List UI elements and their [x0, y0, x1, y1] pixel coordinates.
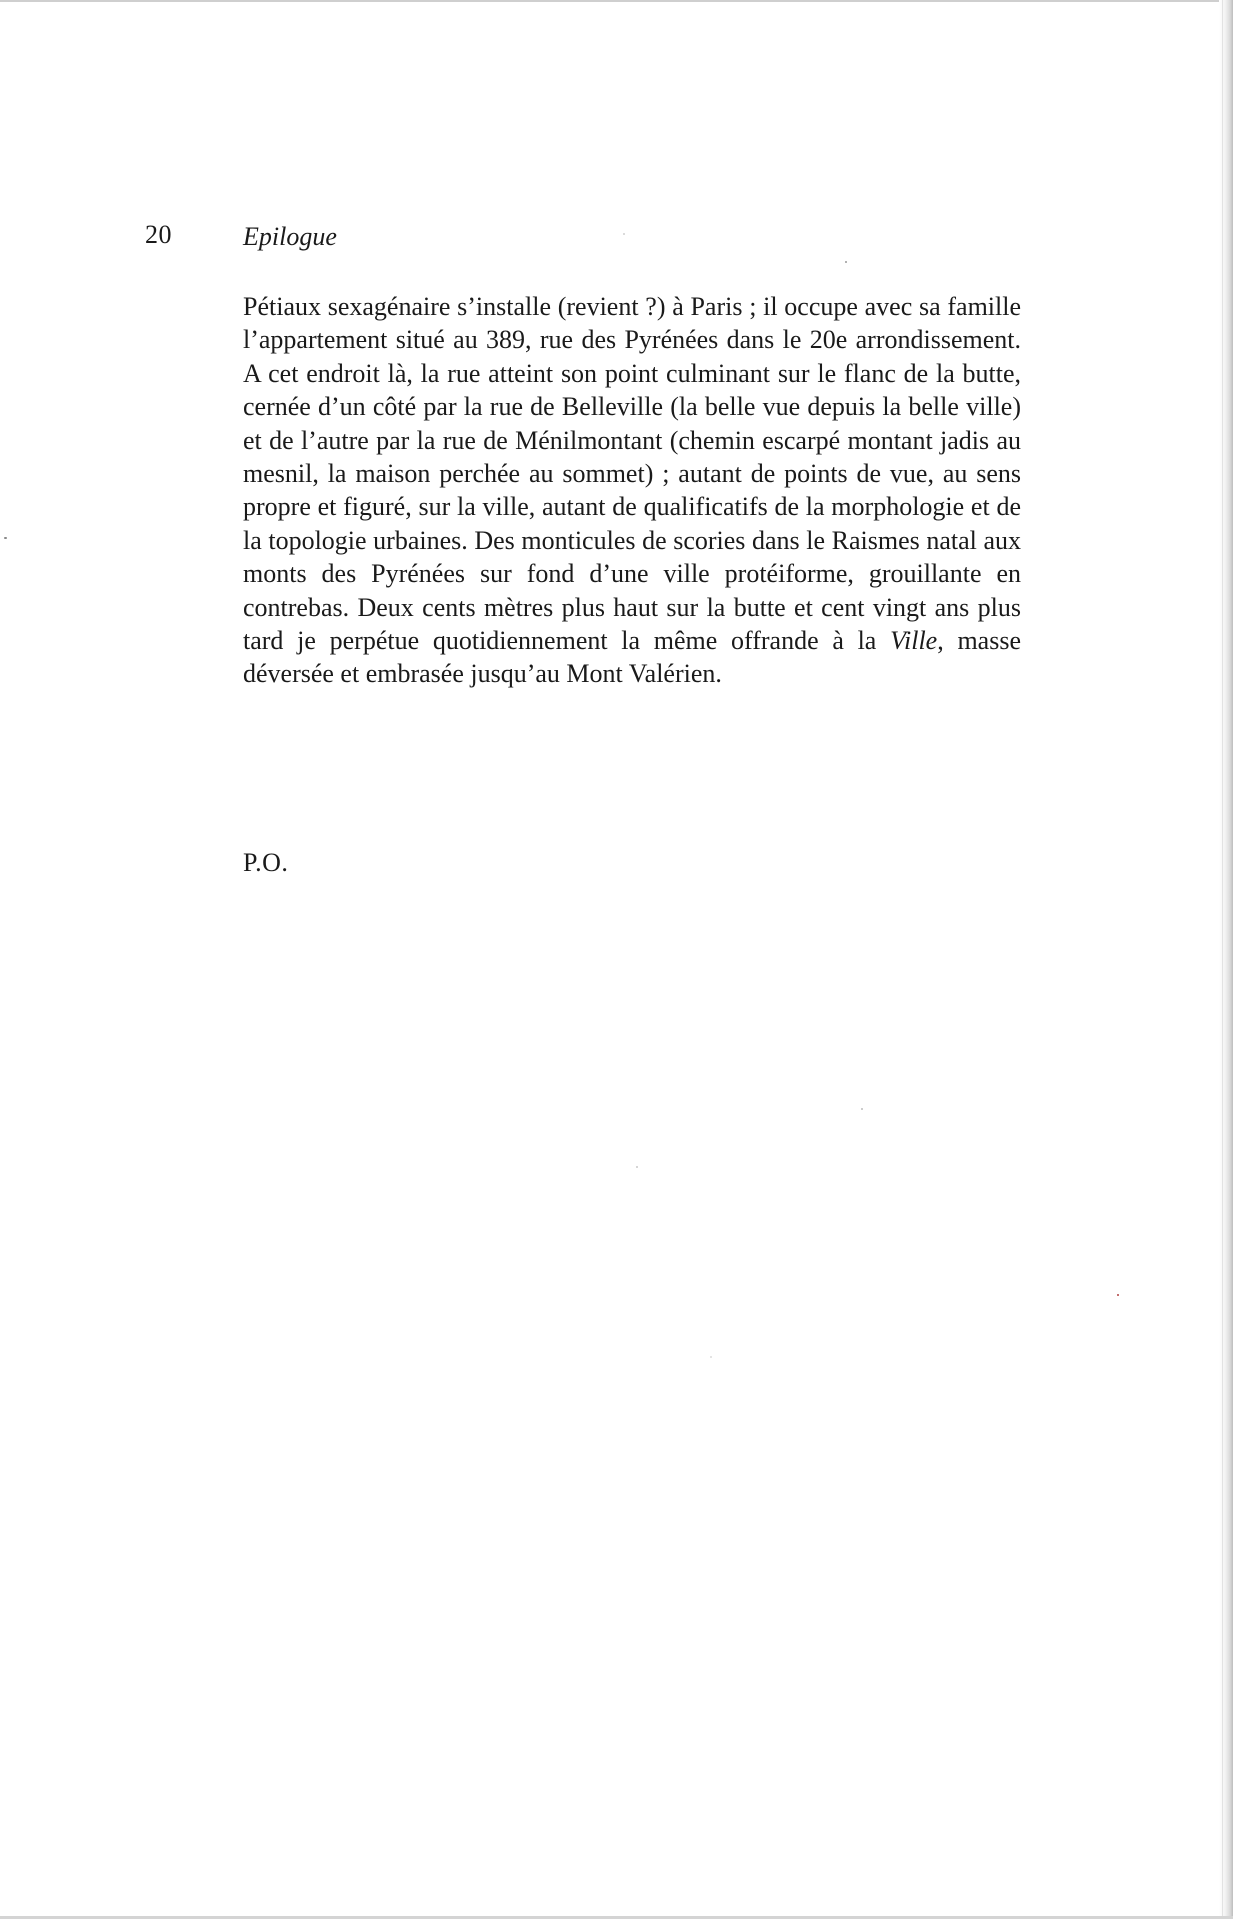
page-number: 20: [145, 220, 172, 249]
scan-speck: [845, 261, 847, 263]
paragraph: [243, 290, 1021, 691]
scan-speck: [710, 1356, 712, 1358]
author-initials: P.O.: [243, 848, 289, 877]
italic-word-ville: Ville: [890, 626, 938, 656]
scan-speck: [1117, 1294, 1119, 1296]
scan-speck: [861, 1108, 863, 1110]
paragraph-text-end: , masse déversée et embrasée jusqu’au Mont Valérien.: [243, 626, 1021, 689]
scan-speck: [636, 1166, 638, 1168]
page-top-edge: [0, 0, 1233, 2]
paragraph-text-start: Pétiaux sexagénaire s’installe (revient ?) à Paris ; il occupe avec sa famille l’appartement situé au 389, rue des Pyrénées dans le 20e arrondissement. A cet endroit là, la rue atteint son point culminant sur le flanc de la butte, cernée d’un côté par la rue de Belleville (la belle vue depuis la belle ville) et de l’autre par la rue de Ménilmontant (chemin escarpé montant jadis au mesnil, la maison perchée au sommet) ; autant de points de vue, au sens propre et figuré, sur la ville, autant de qualificatifs de la morphologie et de la topologie urbaines. Des monticules de scories dans le Raismes natal aux monts des Pyrénées sur fond d’une ville protéiforme, grouillante en contrebas. Deux cents mètres plus haut sur la butte et cent vingt ans plus tard je perpétue quotidiennement la même offrande à la: [243, 292, 1021, 656]
scan-speck: [623, 233, 625, 235]
running-head: [145, 218, 1045, 258]
scan-speck: [4, 537, 7, 539]
section-title: Epilogue: [243, 222, 337, 251]
body-paragraph: [243, 290, 1021, 691]
page-right-edge-line: [1222, 0, 1223, 1919]
